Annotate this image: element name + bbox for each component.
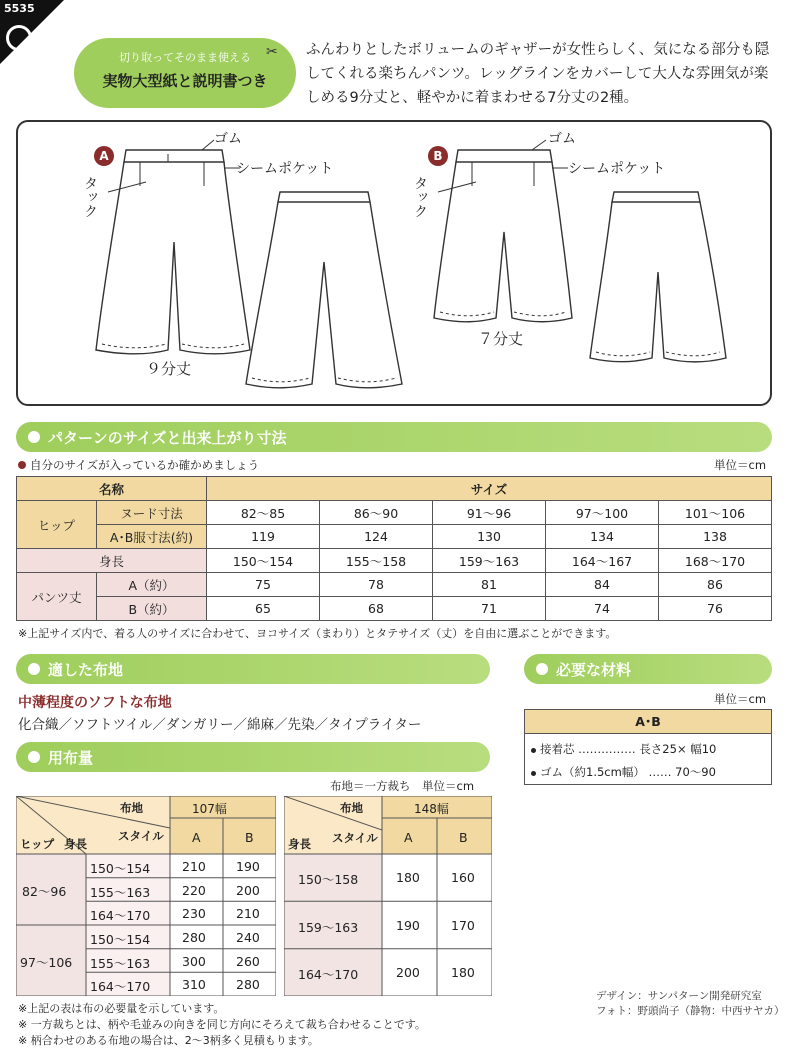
size-cell: 97〜100 <box>546 501 659 525</box>
material-row: ゴム（約1.5cm幅） …… 70〜90 <box>531 761 765 784</box>
section-dot-icon <box>536 663 548 675</box>
label-a-gomu: ゴム <box>214 131 242 147</box>
materials-list <box>525 734 771 788</box>
size-cell: 119 <box>207 525 320 549</box>
size-cell: 91〜96 <box>433 501 546 525</box>
t1-cell: 200 <box>236 883 260 898</box>
t2-cell: 160 <box>451 870 475 885</box>
brand-ring-icon <box>6 25 32 51</box>
bullet-icon <box>531 771 536 776</box>
row-hip: ヒップ <box>17 501 97 549</box>
t2-cell: 200 <box>396 965 420 980</box>
section-dot-icon <box>28 751 40 763</box>
t2-row-height: 159〜163 <box>298 920 359 935</box>
badge-small-text: 切り取ってそのまま使える <box>119 51 251 64</box>
size-note: ※上記サイズ内で、着る人のサイズに合わせて、ヨコサイズ（まわり）とタテサイズ（丈）を自由に選ぶことができます。 <box>18 627 617 640</box>
t2-cell: 170 <box>451 918 475 933</box>
t1-row-height: 155〜163 <box>90 956 151 971</box>
size-check-text: 自分のサイズが入っているか確かめましょう <box>30 458 260 472</box>
materials-section-title: 必要な材料 <box>556 661 632 679</box>
bullet-icon <box>531 748 536 753</box>
yardage-section-title: 用布量 <box>48 749 94 767</box>
t2-col-a: A <box>404 830 413 845</box>
section-dot-icon <box>28 431 40 443</box>
materials-unit: 単位＝cm <box>714 692 767 706</box>
t2-style-label: スタイル <box>332 831 378 845</box>
section-dot-icon <box>28 663 40 675</box>
t1-height-label: 身長 <box>64 837 87 851</box>
t2-height-label: 身長 <box>288 837 311 851</box>
t2-width: 148幅 <box>414 802 449 816</box>
fabric-section-header <box>16 654 490 684</box>
t1-row-height: 164〜170 <box>90 908 151 923</box>
yardage-note: ※上記の表は布の必要量を示しています。 <box>18 1002 225 1015</box>
materials-box <box>524 709 772 785</box>
yardage-table-148 <box>284 796 492 996</box>
fabric-subtitle: 中薄程度のソフトな布地 <box>18 695 172 711</box>
t1-hip-group: 82〜96 <box>22 884 67 899</box>
t1-row-height: 164〜170 <box>90 979 151 994</box>
size-cell: 74 <box>546 597 659 621</box>
size-cell: 138 <box>659 525 772 549</box>
size-cell: 76 <box>659 597 772 621</box>
intro-text: ふんわりとしたボリュームのギャザーが女性らしく、気になる部分も隠してくれる楽ちんパンツ。レッグラインをカバーして大人な雰囲気が楽しめる9分丈と、軽やかに着まわせる7分丈の2種。 <box>306 42 770 106</box>
yardage-section-header <box>16 742 490 772</box>
fabric-section-title: 適した布地 <box>48 661 124 679</box>
row-nude: ヌード寸法 <box>97 501 207 525</box>
row-height: 身長 <box>17 549 207 573</box>
size-cell: 164〜167 <box>546 549 659 573</box>
yardage-notes <box>18 1001 426 1049</box>
t1-style-label: スタイル <box>118 829 164 843</box>
label-b-gomu: ゴム <box>548 131 576 147</box>
t1-cell: 190 <box>236 859 260 874</box>
t1-hip-group: 97〜106 <box>20 955 73 970</box>
scissors-icon: ✂ <box>266 44 278 60</box>
material-row: 接着芯 …………… 長さ25× 幅10 <box>531 738 765 761</box>
size-cell: 86〜90 <box>320 501 433 525</box>
t1-row-height: 150〜154 <box>90 932 151 947</box>
yardage-note-top: 布地＝一方裁ち 単位＝cm <box>330 779 475 793</box>
t1-cell: 280 <box>182 930 206 945</box>
size-unit: 単位＝cm <box>714 458 767 472</box>
size-cell: 159〜163 <box>433 549 546 573</box>
badge-main-text: 実物大型紙と説明書つき <box>102 72 268 90</box>
t2-col-b: B <box>459 830 468 845</box>
pattern-badge <box>74 38 296 108</box>
row-pants-length: パンツ丈 <box>17 573 97 621</box>
credit-design: デザイン：サンパターン開発研究室 <box>596 990 762 1002</box>
size-cell: 130 <box>433 525 546 549</box>
t2-cell: 180 <box>396 870 420 885</box>
t1-cell: 230 <box>182 906 206 921</box>
t1-col-a: A <box>192 830 201 845</box>
label-a-tuck: タック <box>82 176 98 218</box>
yardage-note: ※ 柄合わせのある布地の場合は、2〜3柄多く見積もります。 <box>18 1034 319 1047</box>
size-cell: 78 <box>320 573 433 597</box>
t2-fabric-label: 布地 <box>340 801 363 815</box>
label-a-length: ９分丈 <box>146 360 192 378</box>
t1-cell: 300 <box>182 954 206 969</box>
materials-section-header <box>524 654 772 684</box>
size-section-header <box>16 422 772 452</box>
label-b-pocket: シームポケット <box>568 161 666 177</box>
credit-photo: フォト：野頭尚子（静物：中西サヤカ） <box>596 1005 785 1017</box>
materials-head: A･B <box>525 710 771 734</box>
t1-cell: 260 <box>236 954 260 969</box>
size-table <box>16 476 772 621</box>
t1-hip-label: ヒップ <box>20 837 55 851</box>
t1-row-height: 155〜163 <box>90 885 151 900</box>
yardage-note: ※ 一方裁ちとは、柄や毛並みの向きを同じ方向にそろえて裁ち合わせることです。 <box>18 1018 426 1031</box>
t2-row-height: 150〜158 <box>298 872 359 887</box>
size-check-note <box>18 457 259 473</box>
t1-cell: 210 <box>236 906 260 921</box>
t1-row-height: 150〜154 <box>90 861 151 876</box>
size-cell: 75 <box>207 573 320 597</box>
bullet-icon <box>18 461 26 469</box>
style-a-mark: A <box>94 146 114 166</box>
size-cell: 168〜170 <box>659 549 772 573</box>
size-cell: 82〜85 <box>207 501 320 525</box>
size-cell: 124 <box>320 525 433 549</box>
size-cell: 101〜106 <box>659 501 772 525</box>
yardage-table-107 <box>16 796 276 996</box>
label-b-tuck: タック <box>412 176 428 218</box>
t1-width: 107幅 <box>192 802 227 816</box>
size-cell: 155〜158 <box>320 549 433 573</box>
size-cell: 68 <box>320 597 433 621</box>
pattern-code: 5535 <box>4 2 35 15</box>
fabric-list: 化合織／ソフトツイル／ダンガリー／綿麻／先染／タイプライター <box>18 717 422 733</box>
t1-col-b: B <box>245 830 254 845</box>
t2-cell: 180 <box>451 965 475 980</box>
size-cell: 134 <box>546 525 659 549</box>
size-cell: 150〜154 <box>207 549 320 573</box>
size-cell: 71 <box>433 597 546 621</box>
label-b-length: ７分丈 <box>478 330 524 348</box>
row-garment: A･B服寸法(約) <box>97 525 207 549</box>
t1-cell: 220 <box>182 883 206 898</box>
t1-fabric-label: 布地 <box>120 801 143 815</box>
label-a-pocket: シームポケット <box>236 161 334 177</box>
size-head-name: 名称 <box>17 477 207 501</box>
t2-cell: 190 <box>396 918 420 933</box>
t1-cell: 280 <box>236 977 260 992</box>
row-a-length: A（約） <box>97 573 207 597</box>
size-section-title: パターンのサイズと出来上がり寸法 <box>48 429 287 447</box>
size-cell: 84 <box>546 573 659 597</box>
style-b-mark: B <box>428 146 448 166</box>
row-b-length: B（約） <box>97 597 207 621</box>
t1-cell: 310 <box>182 977 206 992</box>
credits <box>596 989 784 1019</box>
t1-cell: 240 <box>236 930 260 945</box>
illustration-panel <box>16 120 772 406</box>
t2-row-height: 164〜170 <box>298 967 359 982</box>
size-head-size: サイズ <box>207 477 772 501</box>
size-cell: 86 <box>659 573 772 597</box>
t1-cell: 210 <box>182 859 206 874</box>
size-cell: 65 <box>207 597 320 621</box>
size-cell: 81 <box>433 573 546 597</box>
